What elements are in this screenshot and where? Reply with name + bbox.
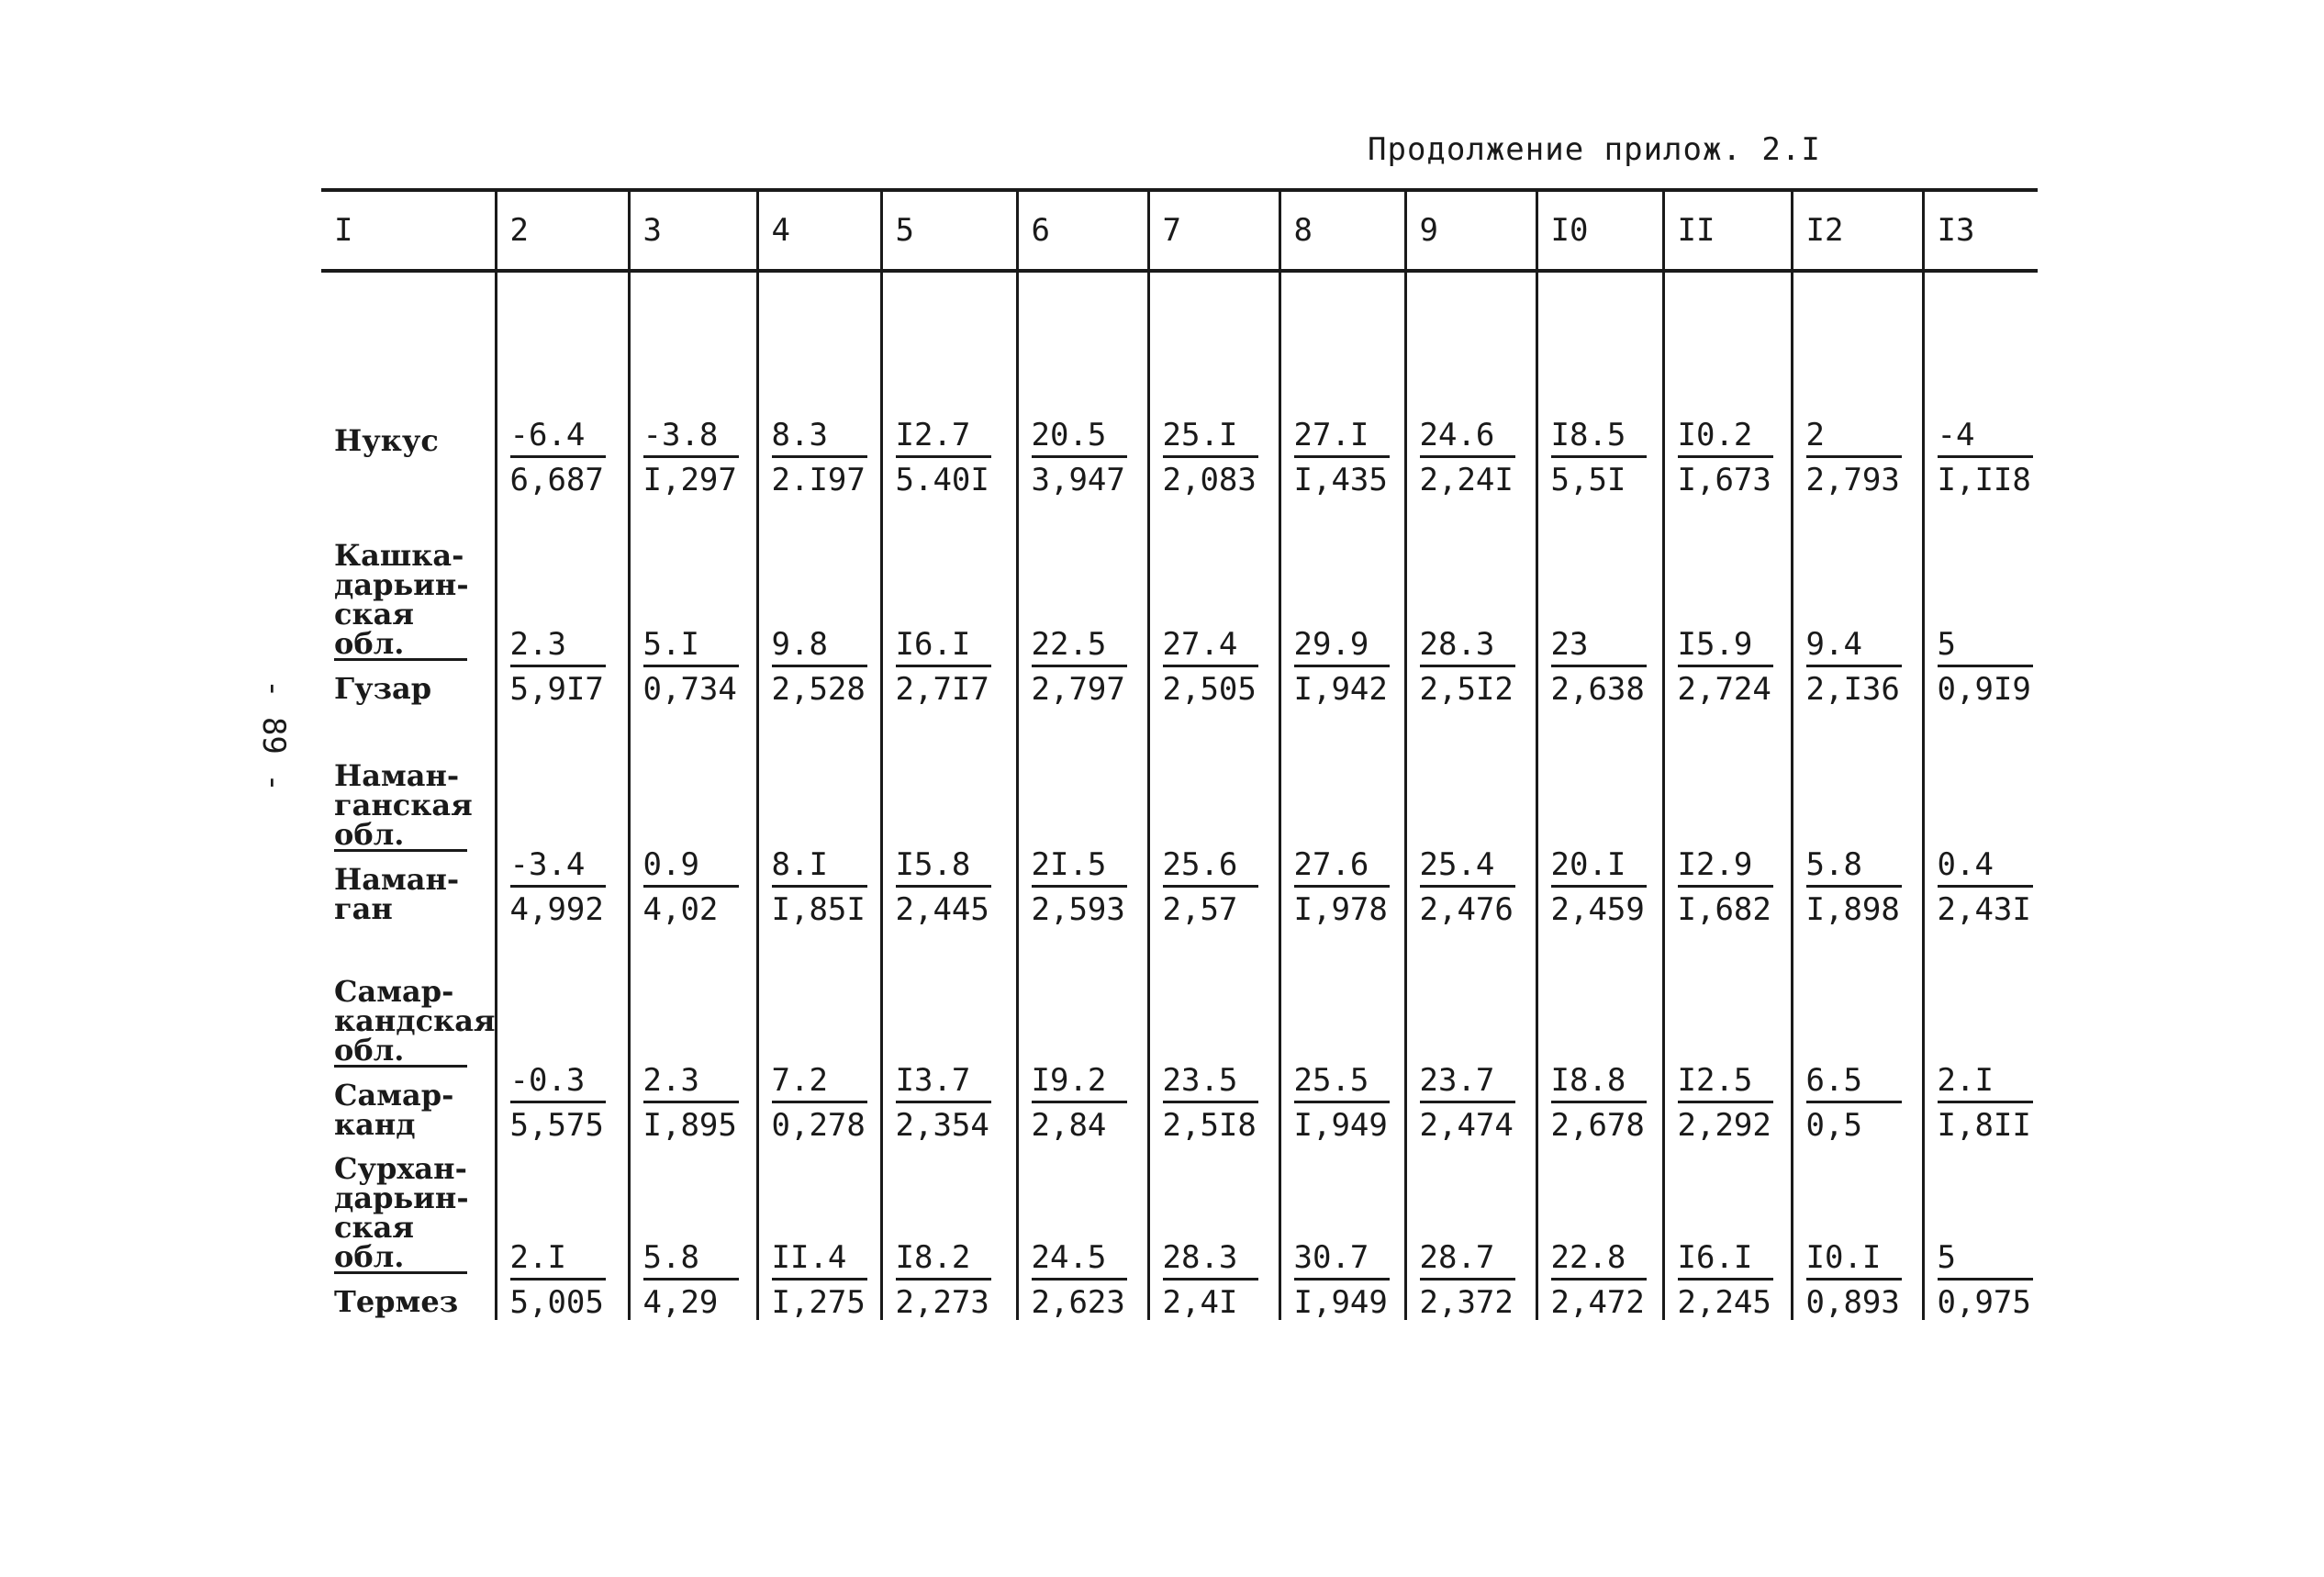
numerator-value: 23.5	[1163, 1064, 1258, 1102]
denominator-value: 2,474	[1419, 1106, 1514, 1144]
climate-table	[321, 188, 2038, 1320]
column-header: 5	[881, 190, 1017, 271]
numerator-value: 29.9	[1294, 628, 1390, 666]
denominator-value: 0,734	[642, 670, 737, 708]
denominator-value: 2,57	[1162, 890, 1238, 928]
value-cell	[629, 707, 757, 927]
location-label	[334, 538, 495, 707]
column-header: I	[321, 190, 496, 271]
town-name: Термез	[334, 1284, 459, 1319]
value-cell	[1663, 498, 1792, 707]
numerator-value: I8.5	[1551, 419, 1647, 457]
town-name: Самар-канд	[334, 1078, 454, 1142]
denominator-value: I,II8	[1937, 461, 2031, 498]
location-label	[334, 1151, 495, 1320]
value-cell	[1792, 707, 1923, 927]
numerator-value: 2	[1806, 419, 1902, 457]
denominator-value: 2,372	[1419, 1283, 1514, 1321]
table-caption: Продолжение прилож. 2.I	[1368, 131, 1821, 168]
numerator-value: 2.3	[510, 628, 606, 666]
value-cell	[881, 271, 1017, 498]
value-cell	[1536, 707, 1663, 927]
numerator-value: 22.5	[1032, 628, 1127, 666]
header-row	[321, 190, 2038, 271]
value-cell	[757, 1143, 881, 1320]
value-cell	[881, 927, 1017, 1143]
denominator-value: 2,472	[1550, 1283, 1645, 1321]
denominator-value: 0,893	[1805, 1283, 1900, 1321]
denominator-value: 2,593	[1031, 890, 1125, 928]
value-cell	[1279, 1143, 1405, 1320]
numerator-value: 7.2	[772, 1064, 867, 1102]
numerator-value: I5.9	[1678, 628, 1773, 666]
value-cell	[1017, 1143, 1148, 1320]
town-name: Гузар	[334, 671, 432, 706]
numerator-value: 2I.5	[1032, 848, 1127, 887]
denominator-value: I,898	[1805, 890, 1900, 928]
value-cell	[1017, 271, 1148, 498]
numerator-value: 0.9	[643, 848, 739, 887]
numerator-value: I9.2	[1032, 1064, 1127, 1102]
value-cell	[1148, 271, 1279, 498]
table-row	[321, 498, 2038, 707]
denominator-value: 2,84	[1031, 1106, 1107, 1144]
denominator-value: 0,278	[771, 1106, 866, 1144]
numerator-value: 28.3	[1163, 1241, 1258, 1280]
numerator-value: 8.I	[772, 848, 867, 887]
value-cell	[629, 498, 757, 707]
denominator-value: 2,354	[895, 1106, 989, 1144]
column-header: 7	[1148, 190, 1279, 271]
denominator-value: 2,7I7	[895, 670, 989, 708]
value-cell	[496, 498, 629, 707]
page-number: - 89 -	[255, 679, 292, 792]
numerator-value: 8.3	[772, 419, 867, 457]
column-header: 3	[629, 190, 757, 271]
value-cell	[1923, 498, 2038, 707]
value-cell	[1148, 927, 1279, 1143]
numerator-value: 2.I	[1938, 1064, 2033, 1102]
value-cell	[1279, 498, 1405, 707]
row-label-cell	[321, 707, 496, 927]
numerator-value: 25.6	[1163, 848, 1258, 887]
denominator-value: 2,5I2	[1419, 670, 1514, 708]
denominator-value: 2,793	[1805, 461, 1900, 498]
denominator-value: 2,797	[1031, 670, 1125, 708]
value-cell	[1148, 498, 1279, 707]
denominator-value: I,682	[1677, 890, 1771, 928]
denominator-value: 2,459	[1550, 890, 1645, 928]
value-cell	[1663, 271, 1792, 498]
numerator-value: 5.8	[643, 1241, 739, 1280]
numerator-value: 24.5	[1032, 1241, 1127, 1280]
row-label-cell	[321, 927, 496, 1143]
numerator-value: 20.I	[1551, 848, 1647, 887]
denominator-value: I,275	[771, 1283, 866, 1321]
column-header: I0	[1536, 190, 1663, 271]
denominator-value: I,297	[642, 461, 737, 498]
value-cell	[1792, 927, 1923, 1143]
value-cell	[1405, 271, 1536, 498]
value-cell	[1663, 927, 1792, 1143]
numerator-value: 9.4	[1806, 628, 1902, 666]
numerator-value: I8.2	[896, 1241, 991, 1280]
denominator-value: 5,575	[509, 1106, 604, 1144]
denominator-value: 2,623	[1031, 1283, 1125, 1321]
numerator-value: 2.I	[510, 1241, 606, 1280]
denominator-value: 2,5I8	[1162, 1106, 1257, 1144]
location-label	[334, 758, 495, 927]
numerator-value: 24.6	[1420, 419, 1515, 457]
value-cell	[757, 271, 881, 498]
value-cell	[1148, 707, 1279, 927]
column-header: I3	[1923, 190, 2038, 271]
denominator-value: 0,9I9	[1937, 670, 2031, 708]
denominator-value: 2,083	[1162, 461, 1257, 498]
denominator-value: 0,5	[1805, 1106, 1862, 1144]
denominator-value: 2,273	[895, 1283, 989, 1321]
table-row	[321, 927, 2038, 1143]
numerator-value: I5.8	[896, 848, 991, 887]
value-cell	[757, 498, 881, 707]
denominator-value: 3,947	[1031, 461, 1125, 498]
value-cell	[496, 707, 629, 927]
denominator-value: 2,678	[1550, 1106, 1645, 1144]
denominator-value: 2,4I	[1162, 1283, 1238, 1321]
denominator-value: 2,638	[1550, 670, 1645, 708]
column-header: I2	[1792, 190, 1923, 271]
value-cell	[1792, 1143, 1923, 1320]
denominator-value: I,949	[1293, 1106, 1388, 1144]
column-header: 2	[496, 190, 629, 271]
numerator-value: 28.7	[1420, 1241, 1515, 1280]
numerator-value: 22.8	[1551, 1241, 1647, 1280]
value-cell	[1405, 927, 1536, 1143]
numerator-value: I2.9	[1678, 848, 1773, 887]
numerator-value: 5.I	[643, 628, 739, 666]
denominator-value: 4,29	[642, 1283, 719, 1321]
region-name: Кашка-дарьин-ская обл.	[334, 538, 469, 661]
value-cell	[1923, 707, 2038, 927]
value-cell	[1536, 1143, 1663, 1320]
value-cell	[881, 498, 1017, 707]
column-header: 6	[1017, 190, 1148, 271]
denominator-value: 4,992	[509, 890, 604, 928]
row-label-cell	[321, 1143, 496, 1320]
location-label	[334, 974, 496, 1143]
value-cell	[881, 707, 1017, 927]
numerator-value: 23	[1551, 628, 1647, 666]
numerator-value: II.4	[772, 1241, 867, 1280]
denominator-value: I,949	[1293, 1283, 1388, 1321]
numerator-value: 9.8	[772, 628, 867, 666]
column-header: 8	[1279, 190, 1405, 271]
numerator-value: -0.3	[510, 1064, 606, 1102]
numerator-value: 0.4	[1938, 848, 2033, 887]
numerator-value: I8.8	[1551, 1064, 1647, 1102]
column-header: II	[1663, 190, 1792, 271]
value-cell	[1792, 498, 1923, 707]
numerator-value: 27.6	[1294, 848, 1390, 887]
numerator-value: 2.3	[643, 1064, 739, 1102]
denominator-value: 2,245	[1677, 1283, 1771, 1321]
town-name: Наман-ган	[334, 862, 460, 926]
value-cell	[1405, 498, 1536, 707]
denominator-value: 5,9I7	[509, 670, 604, 708]
numerator-value: -3.4	[510, 848, 606, 887]
town-name: Нукус	[334, 423, 439, 458]
table-row	[321, 271, 2038, 498]
denominator-value: I,895	[642, 1106, 737, 1144]
value-cell	[1279, 707, 1405, 927]
column-header: 4	[757, 190, 881, 271]
value-cell	[1017, 498, 1148, 707]
denominator-value: 6,687	[509, 461, 604, 498]
denominator-value: I,673	[1677, 461, 1771, 498]
denominator-value: 2.I97	[771, 461, 866, 498]
table-row	[321, 1143, 2038, 1320]
value-cell	[1017, 707, 1148, 927]
numerator-value: I0.I	[1806, 1241, 1902, 1280]
numerator-value: 6.5	[1806, 1064, 1902, 1102]
value-cell	[757, 927, 881, 1143]
numerator-value: 5	[1938, 1241, 2033, 1280]
denominator-value: 0,975	[1937, 1283, 2031, 1321]
denominator-value: I,435	[1293, 461, 1388, 498]
numerator-value: 30.7	[1294, 1241, 1390, 1280]
numerator-value: 5	[1938, 628, 2033, 666]
value-cell	[1923, 1143, 2038, 1320]
numerator-value: I3.7	[896, 1064, 991, 1102]
denominator-value: 5.40I	[895, 461, 989, 498]
value-cell	[1279, 927, 1405, 1143]
value-cell	[1405, 707, 1536, 927]
column-header: 9	[1405, 190, 1536, 271]
table-row	[321, 707, 2038, 927]
denominator-value: I,942	[1293, 670, 1388, 708]
numerator-value: 20.5	[1032, 419, 1127, 457]
denominator-value: 2,724	[1677, 670, 1771, 708]
numerator-value: I2.5	[1678, 1064, 1773, 1102]
numerator-value: 27.4	[1163, 628, 1258, 666]
numerator-value: 28.3	[1420, 628, 1515, 666]
value-cell	[1923, 271, 2038, 498]
region-name: Самар-кандская обл.	[334, 974, 496, 1068]
numerator-value: I2.7	[896, 419, 991, 457]
value-cell	[881, 1143, 1017, 1320]
numerator-value: 5.8	[1806, 848, 1902, 887]
numerator-value: -3.8	[643, 419, 739, 457]
denominator-value: 2,43I	[1937, 890, 2031, 928]
value-cell	[1017, 927, 1148, 1143]
numerator-value: 25.4	[1420, 848, 1515, 887]
location-label	[334, 423, 495, 498]
denominator-value: I,978	[1293, 890, 1388, 928]
denominator-value: 2,505	[1162, 670, 1257, 708]
value-cell	[1536, 498, 1663, 707]
numerator-value: 25.5	[1294, 1064, 1390, 1102]
value-cell	[1405, 1143, 1536, 1320]
numerator-value: 23.7	[1420, 1064, 1515, 1102]
value-cell	[757, 707, 881, 927]
denominator-value: 2,I36	[1805, 670, 1900, 708]
denominator-value: I,8II	[1937, 1106, 2031, 1144]
denominator-value: 4,02	[642, 890, 719, 928]
value-cell	[1792, 271, 1923, 498]
value-cell	[629, 927, 757, 1143]
denominator-value: 2,528	[771, 670, 866, 708]
value-cell	[1663, 707, 1792, 927]
numerator-value: I6.I	[1678, 1241, 1773, 1280]
denominator-value: 2,476	[1419, 890, 1514, 928]
value-cell	[629, 271, 757, 498]
value-cell	[1279, 271, 1405, 498]
numerator-value: I0.2	[1678, 419, 1773, 457]
value-cell	[629, 1143, 757, 1320]
numerator-value: 25.I	[1163, 419, 1258, 457]
value-cell	[496, 927, 629, 1143]
value-cell	[1923, 927, 2038, 1143]
region-name: Сурхан-дарьин-ская обл.	[334, 1151, 469, 1274]
value-cell	[1536, 927, 1663, 1143]
numerator-value: 27.I	[1294, 419, 1390, 457]
value-cell	[1663, 1143, 1792, 1320]
denominator-value: 2,24I	[1419, 461, 1514, 498]
denominator-value: 5,005	[509, 1283, 604, 1321]
value-cell	[1536, 271, 1663, 498]
row-label-cell	[321, 498, 496, 707]
denominator-value: I,85I	[771, 890, 866, 928]
denominator-value: 2,445	[895, 890, 989, 928]
value-cell	[1148, 1143, 1279, 1320]
numerator-value: I6.I	[896, 628, 991, 666]
numerator-value: -6.4	[510, 419, 606, 457]
numerator-value: -4	[1938, 419, 2033, 457]
region-name: Наман-ганская обл.	[334, 758, 473, 852]
row-label-cell	[321, 271, 496, 498]
value-cell	[496, 1143, 629, 1320]
denominator-value: 5,5I	[1550, 461, 1626, 498]
denominator-value: 2,292	[1677, 1106, 1771, 1144]
value-cell	[496, 271, 629, 498]
